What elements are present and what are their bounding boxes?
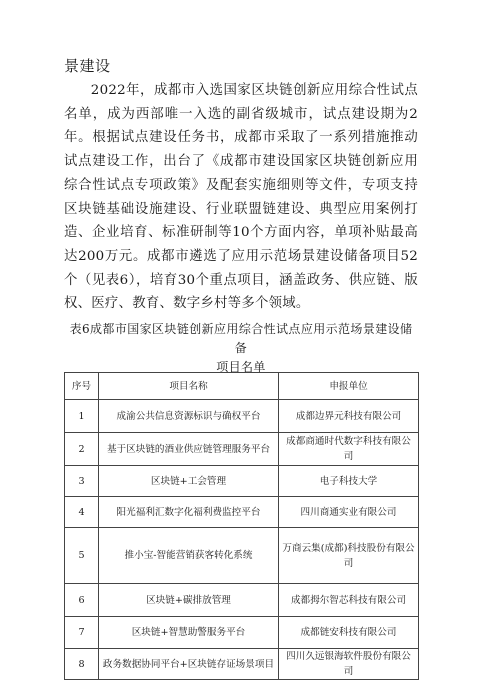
cell-no: 6 [65,584,99,617]
cell-no: 7 [65,617,99,649]
header-no: 序号 [65,373,99,400]
cell-no: 2 [65,433,99,466]
table-caption-line1: 表6成都市国家区块链创新应用综合性试点应用示范场景建设储备 [69,322,413,356]
cell-no: 1 [65,400,99,433]
table-caption-line2: 项目名单 [216,360,266,375]
cell-name: 推小宝-智能营销获客转化系统 [99,528,279,584]
cell-name: 成渝公共信息资源标识与确权平台 [99,400,279,433]
cell-name: 阳光福利汇数字化福利费监控平台 [99,497,279,528]
cell-name: 基于区块链的酒业供应链管理服务平台 [99,433,279,466]
cell-unit: 四川商通实业有限公司 [279,497,419,528]
cell-no: 8 [65,649,99,680]
cell-unit: 四川久远银海软件股份有限公司 [279,649,419,680]
body-paragraph: 2022年，成都市入选国家区块链创新应用综合性试点名单，成为西部唯一入选的副省级城市，试点建设期为2年。根据试点建设任务书，成都市采取了一系列措施推动试点建设工作，出台了《成都市建设国家区块链创新应用综合性试点专项政策》及配套实施细则等文件，专项支持区块链基础设施建设、行业联盟链建设、典型应用案例打造、企业培育、标准研制等10个方面内容，单项补贴最高达200万元。成都市遴选了应用示范场景建设储备项目52个（见表6），培育30个重点项目，涵盖政务、供应链、版权、医疗、教育、数字乡村等多个领域。 [64,83,418,312]
table-row [65,528,419,584]
project-table [64,372,419,680]
table-row [65,649,419,680]
table-caption [64,320,418,377]
table-header-row [65,373,419,400]
table-row [65,466,419,497]
table-row [65,433,419,466]
cell-no: 3 [65,466,99,497]
cell-unit: 万商云集(成都)科技股份有限公司 [279,528,419,584]
table-row [65,584,419,617]
table-row [65,400,419,433]
header-unit: 申报单位 [279,373,419,400]
table-row [65,497,419,528]
cell-no: 4 [65,497,99,528]
cell-no: 5 [65,528,99,584]
cell-unit: 成都商通时代数字科技有限公司 [279,433,419,466]
cell-name: 政务数据协同平台+区块链存证场景项目 [99,649,279,680]
cell-name: 区块链+智慧助警服务平台 [99,617,279,649]
cell-name: 区块链+碳排放管理 [99,584,279,617]
table-row [65,617,419,649]
cell-name: 区块链+工会管理 [99,466,279,497]
cell-unit: 电子科技大学 [279,466,419,497]
header-name: 项目名称 [99,373,279,400]
section-heading: 景建设 [64,57,111,75]
cell-unit: 成都边界元科技有限公司 [279,400,419,433]
cell-unit: 成都链安科技有限公司 [279,617,419,649]
cell-unit: 成都拇尔智芯科技有限公司 [279,584,419,617]
